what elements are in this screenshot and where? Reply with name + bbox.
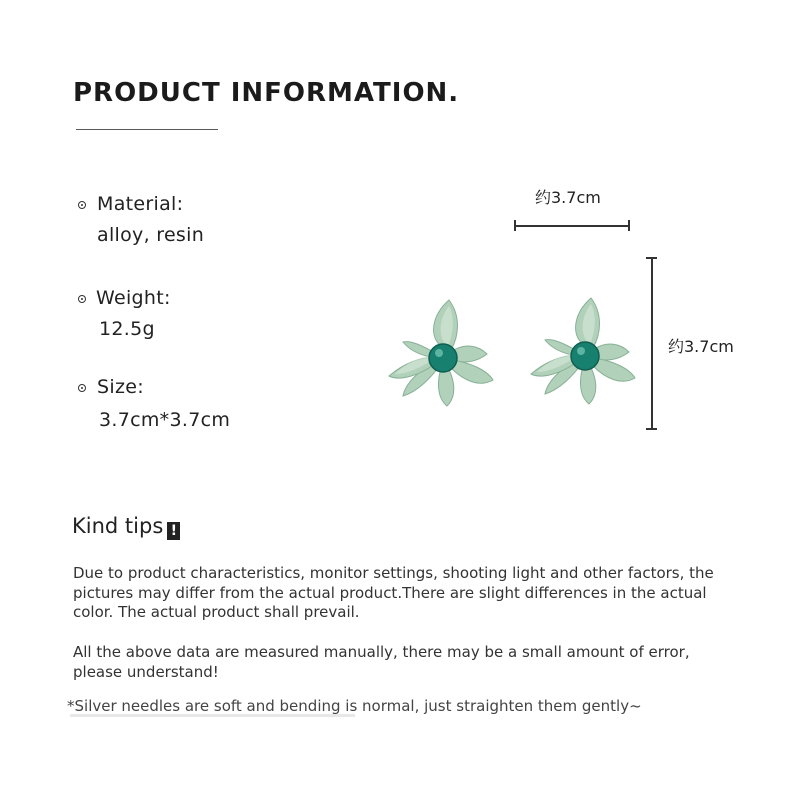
earrings-image xyxy=(380,290,640,415)
size-label: Size: xyxy=(97,376,144,398)
tips-paragraph-1: Due to product characteristics, monitor settings, shooting light and other factors, the pictures may differ from the actual product.There are slight differences in the actual color. The actual product shall prevail. xyxy=(73,564,714,621)
size-value: 3.7cm*3.7cm xyxy=(99,409,231,431)
page-title: PRODUCT INFORMATION. xyxy=(73,78,460,108)
kind-tips-title: Kind tips xyxy=(72,514,164,538)
bullet-icon xyxy=(78,384,86,392)
kind-tips-heading xyxy=(72,514,180,540)
silver-needle-note: *Silver needles are soft and bending is normal, just straighten them gently~ xyxy=(67,697,642,715)
height-dimension-label: 约3.7cm xyxy=(668,337,734,356)
height-dimension-line xyxy=(651,257,653,429)
bullet-icon xyxy=(78,201,86,209)
title-divider xyxy=(76,129,218,130)
material-label: Material: xyxy=(97,193,184,215)
weight-label: Weight: xyxy=(96,287,171,309)
material-value: alloy, resin xyxy=(97,224,205,246)
weight-value: 12.5g xyxy=(99,318,155,340)
width-dimension-line xyxy=(514,225,630,227)
bullet-icon xyxy=(78,295,86,303)
height-dimension-tick-bottom xyxy=(646,428,657,430)
tips-paragraph-2: All the above data are measured manually, there may be a small amount of error, please understand! xyxy=(73,643,690,681)
width-dimension-tick-left xyxy=(514,220,516,231)
exclamation-icon: ! xyxy=(167,522,180,540)
width-dimension-label: 约3.7cm xyxy=(535,188,601,207)
width-dimension-tick-right xyxy=(628,220,630,231)
height-dimension-tick-top xyxy=(646,257,657,259)
